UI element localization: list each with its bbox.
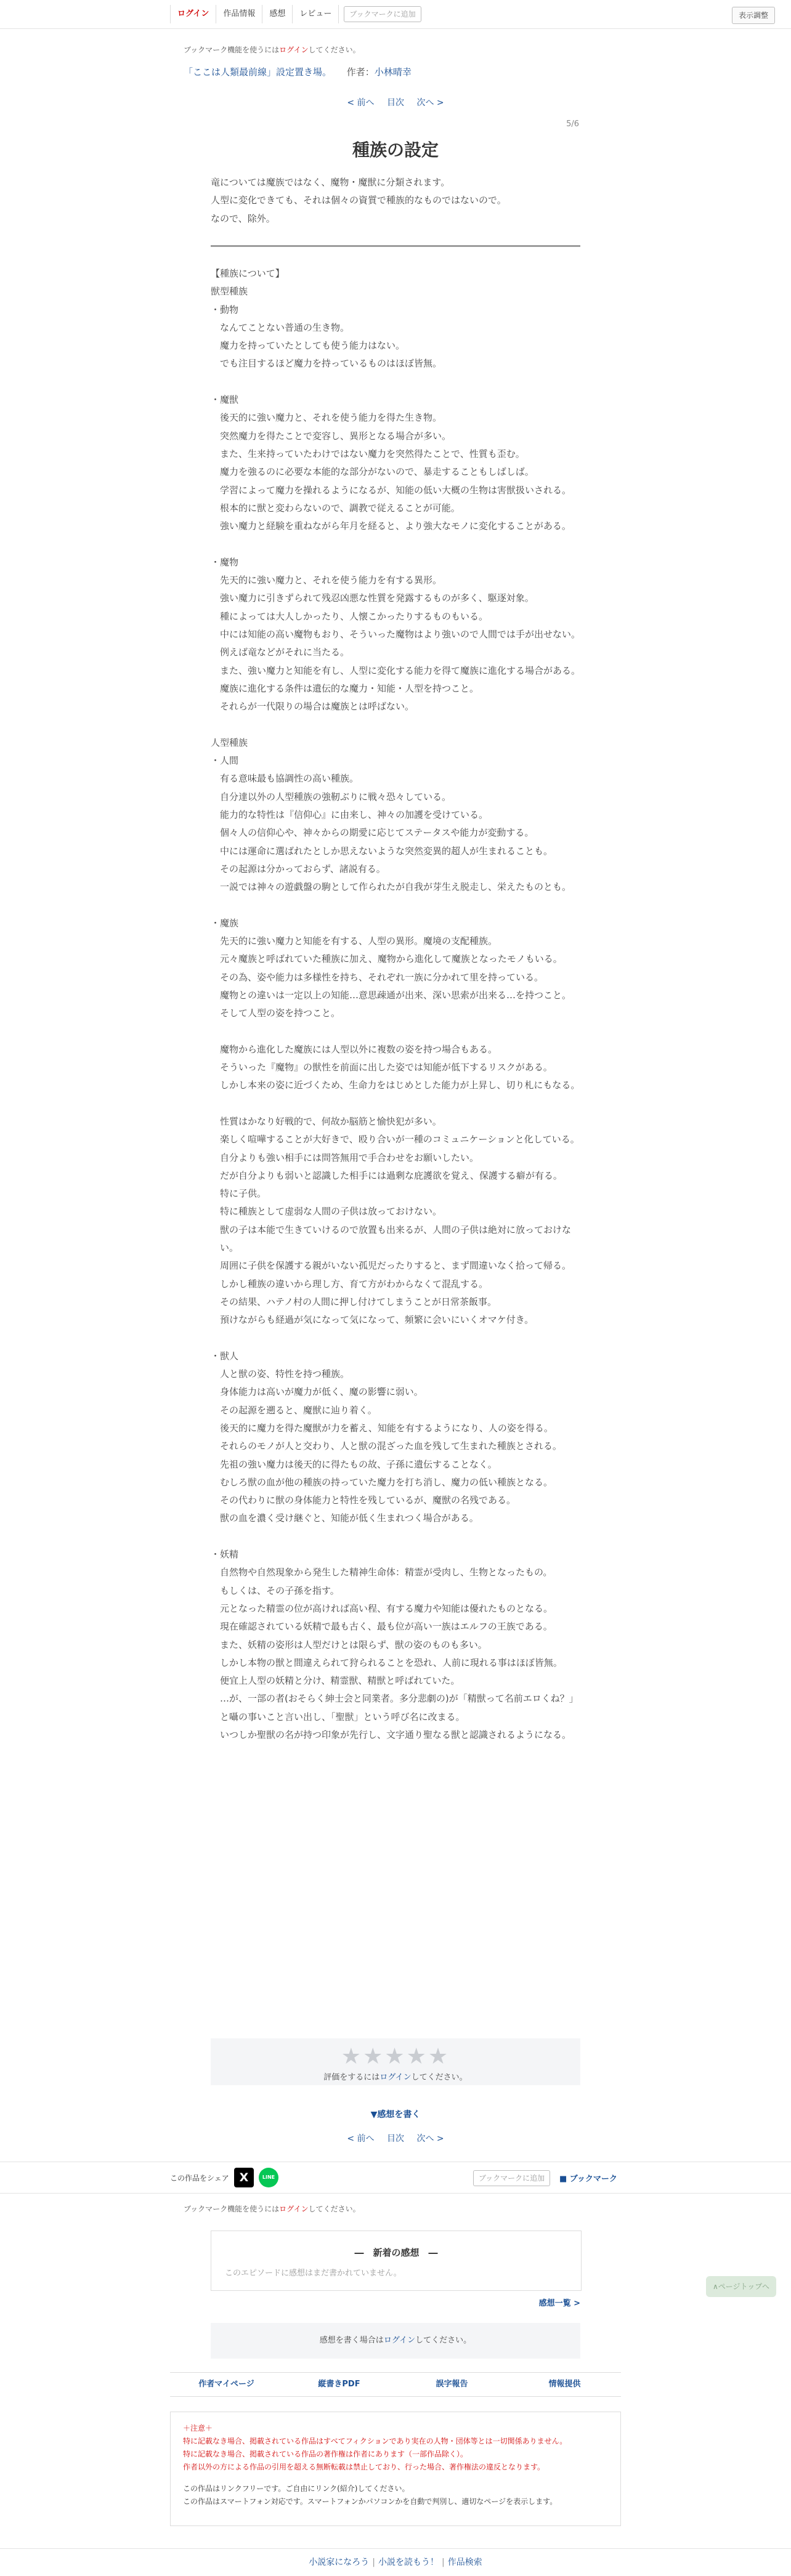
body-line: 種によっては大人しかったり、人懐こかったりするものもいる。	[211, 610, 489, 622]
body-line: 特に種族として虚弱な人間の子供は放っておけない。	[211, 1206, 442, 1217]
body-line: もしくは、その子孫を指す。	[211, 1585, 339, 1596]
body-line: 特に子供。	[211, 1188, 267, 1200]
no-impressions-text: このエピソードに感想はまだ書かれていません。	[225, 2269, 402, 2278]
body-line: 個々人の信仰心や、神々からの期愛に応じてステータスや能力が変動する。	[211, 827, 534, 839]
body-line: 後天的に魔力を得た魔獣が力を蓄え、知能を有するようになり、人の姿を得る。	[211, 1423, 553, 1434]
x-share-icon[interactable]: X	[234, 2168, 254, 2187]
caution-line: 特に記載なき場合、掲載されている作品はすべてフィクションであり実在の人物・団体等とは一切関係ありません。	[183, 2437, 567, 2445]
body-line: その起源を遡ると、魔獣に辿り着く。	[211, 1404, 377, 1416]
body-line: 魔物との違いは一定以上の知能…意思疎通が出来、深い思索が出来る…を持つこと。	[211, 989, 572, 1001]
body-line: 預けながらも経過が気になって気になって、頻繁に会いにいくオマケ付き。	[211, 1314, 534, 1326]
body-line: また、妖精の姿形は人型だけとは限らず、獣の姿のものも多い。	[211, 1639, 487, 1650]
body-line: 中には知能の高い魔物もおり、そういった魔物はより強いので人間では手が出せない。	[211, 628, 581, 640]
body-line: ・獣人	[211, 1350, 239, 1362]
bookmark-notice-text: ブックマーク機能を使うには	[184, 46, 280, 54]
body-line: そういった『魔物』の獣性を前面に出した姿では知能が低下するリスクがある。	[211, 1062, 553, 1073]
body-line: むしろ獣の血が他の種族の持っていた魔力を打ち消し、魔力の低い種族となる。	[211, 1476, 553, 1488]
bookmark-notice-text-end: してください。	[308, 2205, 360, 2213]
bookmark-notice	[184, 44, 360, 55]
episode-pager-top	[0, 96, 791, 108]
login-link[interactable]: ログイン	[279, 2205, 309, 2213]
bottom-bar	[0, 2548, 791, 2576]
body-line: 獣型種族	[211, 286, 248, 297]
add-bookmark-button[interactable]: ブックマークに追加	[344, 6, 421, 22]
separator: |	[442, 2558, 445, 2567]
body-line: 人型種族	[211, 737, 248, 748]
episode-pager-bottom	[0, 2132, 791, 2144]
body-line: また、強い魔力と知能を有し、人型に変化する能力を得て魔族に進化する場合がある。	[211, 664, 581, 676]
author-mypage-link[interactable]: 作者マイページ	[198, 2380, 254, 2389]
caution-line: この作品はスマートフォン対応です。スマートフォンかパソコンかを自動で判別し、適切なページを表示します。	[183, 2497, 558, 2506]
body-line: …が、一部の者(おそらく紳士会と同業者。多分悲劇の)が「精獣って名前エロくね？」と囁の事いこと言い出し、「聖獣」という呼び名に改まる。	[211, 1693, 578, 1722]
body-line: いつしか聖獣の名が持つ印象が先行し、文字通り聖なる獣と認識されるようになる。	[211, 1729, 572, 1741]
episode-count: 5/6	[566, 119, 579, 129]
body-line: 元々魔族と呼ばれていた種族に加え、魔物から進化して魔族となったモノもいる。	[211, 953, 562, 965]
star-icon[interactable]: ★	[341, 2044, 363, 2069]
body-line: 例えば竜などがそれに当たる。	[211, 647, 350, 658]
body-line: ・妖精	[211, 1549, 239, 1561]
vertical-pdf-link[interactable]: 縦書きPDF	[318, 2380, 360, 2389]
body-line: その結果、ハテノ村の人間に押し付けてしまうことが日常茶飯事。	[211, 1296, 497, 1307]
nav-login[interactable]: ログイン	[170, 5, 216, 23]
rating-login-link[interactable]: ログイン	[379, 2073, 412, 2082]
body-line: 学習によって魔力を操れるようになるが、知能の低い大概の生物は害獣扱いされる。	[211, 484, 572, 496]
star-icon[interactable]: ★	[428, 2044, 450, 2069]
body-line: なんてことない普通の生き物。	[211, 321, 350, 333]
nav-reviews[interactable]: レビュー	[293, 5, 339, 23]
prev-link[interactable]: < 前へ	[347, 2134, 375, 2144]
caution-line: 作者以外の方による作品の引用を超える無断転載は禁止しており、行った場合、著作権法の違反となります。	[183, 2463, 545, 2471]
body-line: ・魔族	[211, 917, 239, 929]
body-line: 根本的に獣と変わらないので、調教で従えることが可能。	[211, 502, 460, 514]
body-line	[211, 1330, 580, 1347]
body-line: その為、姿や能力は多様性を持ち、それぞれ一族に分かれて里を持っている。	[211, 971, 544, 983]
toc-link[interactable]: 目次	[387, 98, 404, 108]
author-link[interactable]: 小林晴幸	[374, 67, 412, 78]
narou-link[interactable]: 小説家になろう	[309, 2558, 370, 2567]
body-line: 中には運命に選ばれたとしか思えないような突然変異的超人が生まれることも。	[211, 845, 553, 857]
body-line: 自分達以外の人型種族の強靭ぶりに戦々恐々している。	[211, 791, 452, 802]
body-line: 強い魔力と経験を重ねながら年月を経ると、より強大なモノに変化することがある。	[211, 520, 571, 532]
impression-login-box: 感想を書く場合はログインしてください。	[211, 2323, 580, 2359]
body-line: 先天的に強い魔力と知能を有する、人型の異形。魔境の支配種族。	[211, 935, 498, 947]
body-line: ・魔獣	[211, 394, 239, 406]
top-bar	[0, 0, 791, 29]
body-line: しかし本物の獣と間違えられて狩られることを恐れ、人前に現れる事はほぼ皆無。	[211, 1657, 562, 1668]
body-line: 【種族について】	[211, 268, 285, 279]
body-line: 身体能力は高いが魔力が低く、魔の影響に弱い。	[211, 1386, 423, 1398]
series-header	[184, 65, 412, 78]
body-line: 元となった精霊の位が高ければ高い程、有する魔力や知能は優れたものとなる。	[211, 1602, 553, 1614]
body-line: 突然魔力を得たことで変容し、異形となる場合が多い。	[211, 430, 452, 442]
rating-box	[211, 2038, 580, 2085]
display-settings-button[interactable]: 表示調整	[732, 7, 775, 24]
body-line: 自分よりも強い相手には問答無用で手合わせをお願いしたい。	[211, 1152, 479, 1163]
episode-body	[211, 265, 580, 1744]
prev-link[interactable]: < 前へ	[347, 98, 375, 108]
body-line: 先祖の強い魔力は後天的に得たもの故、子孫に遺伝することなく。	[211, 1458, 497, 1470]
author-label: 作者：	[346, 67, 375, 78]
body-line: 後天的に強い魔力と、それを使う能力を得た生き物。	[211, 412, 442, 424]
body-line: 便宜上人型の妖精と分け、精霊獣、精獣と呼ばれていた。	[211, 1675, 460, 1687]
body-line: 有る意味最も協調性の高い種族。	[211, 773, 359, 785]
body-line: それらが一代限りの場合は魔族とは呼ばない。	[211, 701, 415, 713]
bookmark-notice-bottom	[184, 2203, 360, 2214]
search-link[interactable]: 作品検索	[447, 2558, 482, 2567]
body-line: それらのモノが人と交わり、人と獣の混ざった血を残して生まれた種族とされる。	[211, 1440, 562, 1452]
next-link[interactable]: 次へ >	[416, 98, 444, 108]
body-line: 魔族に進化する条件は遺伝的な魔力・知能・人型を持つこと。	[211, 682, 479, 694]
yomou-link[interactable]: 小説を読もう！	[378, 2558, 439, 2567]
impression-login-link[interactable]: ログイン	[383, 2336, 416, 2345]
typo-report-link[interactable]: 誤字報告	[436, 2380, 468, 2389]
body-line	[211, 1528, 580, 1546]
impressions-list-link[interactable]: 感想一覧 >	[538, 2299, 580, 2308]
toc-link[interactable]: 目次	[387, 2134, 404, 2144]
body-line: 強い魔力に引きずられて残忍凶悪な性質を発露するものが多く、駆逐対象。	[211, 592, 534, 604]
info-report-link[interactable]: 情報提供	[548, 2380, 581, 2389]
share-row	[0, 2162, 791, 2194]
separator: |	[372, 2558, 375, 2567]
body-line: ・人間	[211, 755, 239, 767]
caution-heading: ＋注意＋	[183, 2424, 213, 2433]
body-line: 周囲に子供を保護する親がいない孤児だったりすると、まず間違いなく拾って帰る。	[211, 1260, 572, 1272]
body-line: 先天的に強い魔力と、それを使う能力を有する異形。	[211, 575, 442, 586]
preface	[211, 174, 580, 228]
body-line: しかし本来の姿に近づくため、生命力をはじめとした能力が上昇し、切り札にもなる。	[211, 1080, 580, 1091]
body-line: だが自分よりも弱いと認識した相手には過剰な庇護欲を覚え、保護する癖が有る。	[211, 1169, 562, 1181]
preface-line: 竜については魔族ではなく、魔物・魔獣に分類されます。	[211, 177, 450, 188]
body-line: 能力的な特性は『信仰心』に由来し、神々の加護を受けている。	[211, 809, 489, 820]
line-share-icon[interactable]: LINE	[259, 2168, 278, 2187]
body-line	[211, 1095, 580, 1113]
bookmark-notice-text: ブックマーク機能を使うには	[184, 2205, 280, 2213]
login-link[interactable]: ログイン	[279, 46, 309, 54]
new-impressions-box	[211, 2231, 582, 2291]
caution-line: この作品はリンクフリーです。ご自由にリンク(紹介)してください。	[183, 2484, 410, 2493]
caution-box	[170, 2412, 621, 2526]
body-line: その起源は分かっておらず、諸説有る。	[211, 863, 386, 874]
episode-title: 種族の設定	[352, 140, 439, 160]
star-icon[interactable]: ★	[384, 2044, 407, 2069]
body-line	[211, 896, 580, 914]
body-line: 魔力を持っていたとしても使う能力はない。	[211, 340, 405, 352]
star-icon[interactable]: ★	[363, 2044, 385, 2069]
add-bookmark-button[interactable]: ブックマークに追加	[473, 2170, 550, 2186]
new-impressions-title: ― 新着の感想 ―	[354, 2247, 438, 2258]
series-title-link[interactable]: 「ここは人類最前線」設定置き場。	[184, 67, 332, 78]
body-line: 一説では神々の遊戯盤の駒として作られたが自我が芽生え脱走し、栄えたものとも。	[211, 881, 572, 893]
body-line	[211, 535, 580, 553]
preface-line: なので、除外。	[211, 212, 275, 224]
body-line: また、生来持っていたわけではない魔力を突然得たことで、性質も歪む。	[211, 448, 525, 459]
rating-login-text: 評価をするにはログインしてください。	[323, 2073, 468, 2082]
body-line: でも注目するほど魔力を持っているものはほぼ皆無。	[211, 358, 442, 369]
rating-stars[interactable]	[211, 2045, 580, 2069]
body-line: 楽しく喧嘩することが大好きで、殴り合いが一種のコミュニケーションと化している。	[211, 1134, 580, 1145]
caution-line: 特に記載なき場合、掲載されている作品の著作権は作者にあります（一部作品除く）。	[183, 2450, 468, 2458]
body-line: 魔力を強るのに必要な本能的な部分がないので、暴走することもしばしば。	[211, 466, 534, 478]
page-top-button[interactable]: ∧ページトップへ	[706, 2276, 776, 2297]
body-line: 現在確認されている妖精で最も古く、最も位が高い一族はエルフの王族である。	[211, 1621, 553, 1633]
body-line: 自然物や自然現象から発生した精神生命体：精霊が受肉し、生物となったもの。	[211, 1567, 553, 1578]
preface-line: 人型に変化できても、それは個々の資質で種族的なものではないので。	[211, 195, 506, 206]
body-line	[211, 373, 580, 391]
bookmark-notice-text-end: してください。	[308, 46, 360, 54]
star-icon[interactable]: ★	[406, 2044, 428, 2069]
body-line: 性質はかなり好戦的で、何故か脳筋と愉快犯が多い。	[211, 1115, 442, 1127]
body-line: その代わりに獣の身体能力と特性を残しているが、魔獣の名残である。	[211, 1495, 516, 1506]
body-line: 魔物から進化した魔族には人型以外に複数の姿を持つ場合もある。	[211, 1043, 498, 1055]
body-line: ・魔物	[211, 556, 239, 568]
write-impression-link[interactable]: ▼感想を書く	[370, 2110, 421, 2120]
body-line: 人と獣の姿、特性を持つ種族。	[211, 1368, 350, 1380]
next-link[interactable]: 次へ >	[416, 2134, 444, 2144]
body-line: しかし種族の違いから理し方、育て方がわからなくて混乱する。	[211, 1278, 489, 1290]
footer-links	[170, 2372, 621, 2397]
body-line	[211, 716, 580, 733]
body-line: 獣の血を濃く受け継ぐと、知能が低く生まれつく場合がある。	[211, 1512, 479, 1524]
bookmark-link[interactable]: ■ ブックマーク	[559, 2174, 617, 2184]
nav-impressions[interactable]: 感想	[262, 5, 293, 23]
share-label: この作品をシェア	[170, 2174, 229, 2182]
preface-divider	[211, 245, 580, 247]
body-line: そして人型の姿を持つこと。	[211, 1007, 341, 1019]
body-line: 獣の子は本能で生きていけるので放置も出来るが、人間の子供は絶対に放っておけない。	[211, 1224, 572, 1254]
top-nav	[170, 5, 421, 23]
body-line: ・動物	[211, 304, 239, 315]
body-line	[211, 1022, 580, 1040]
nav-work-info[interactable]: 作品情報	[216, 5, 262, 23]
